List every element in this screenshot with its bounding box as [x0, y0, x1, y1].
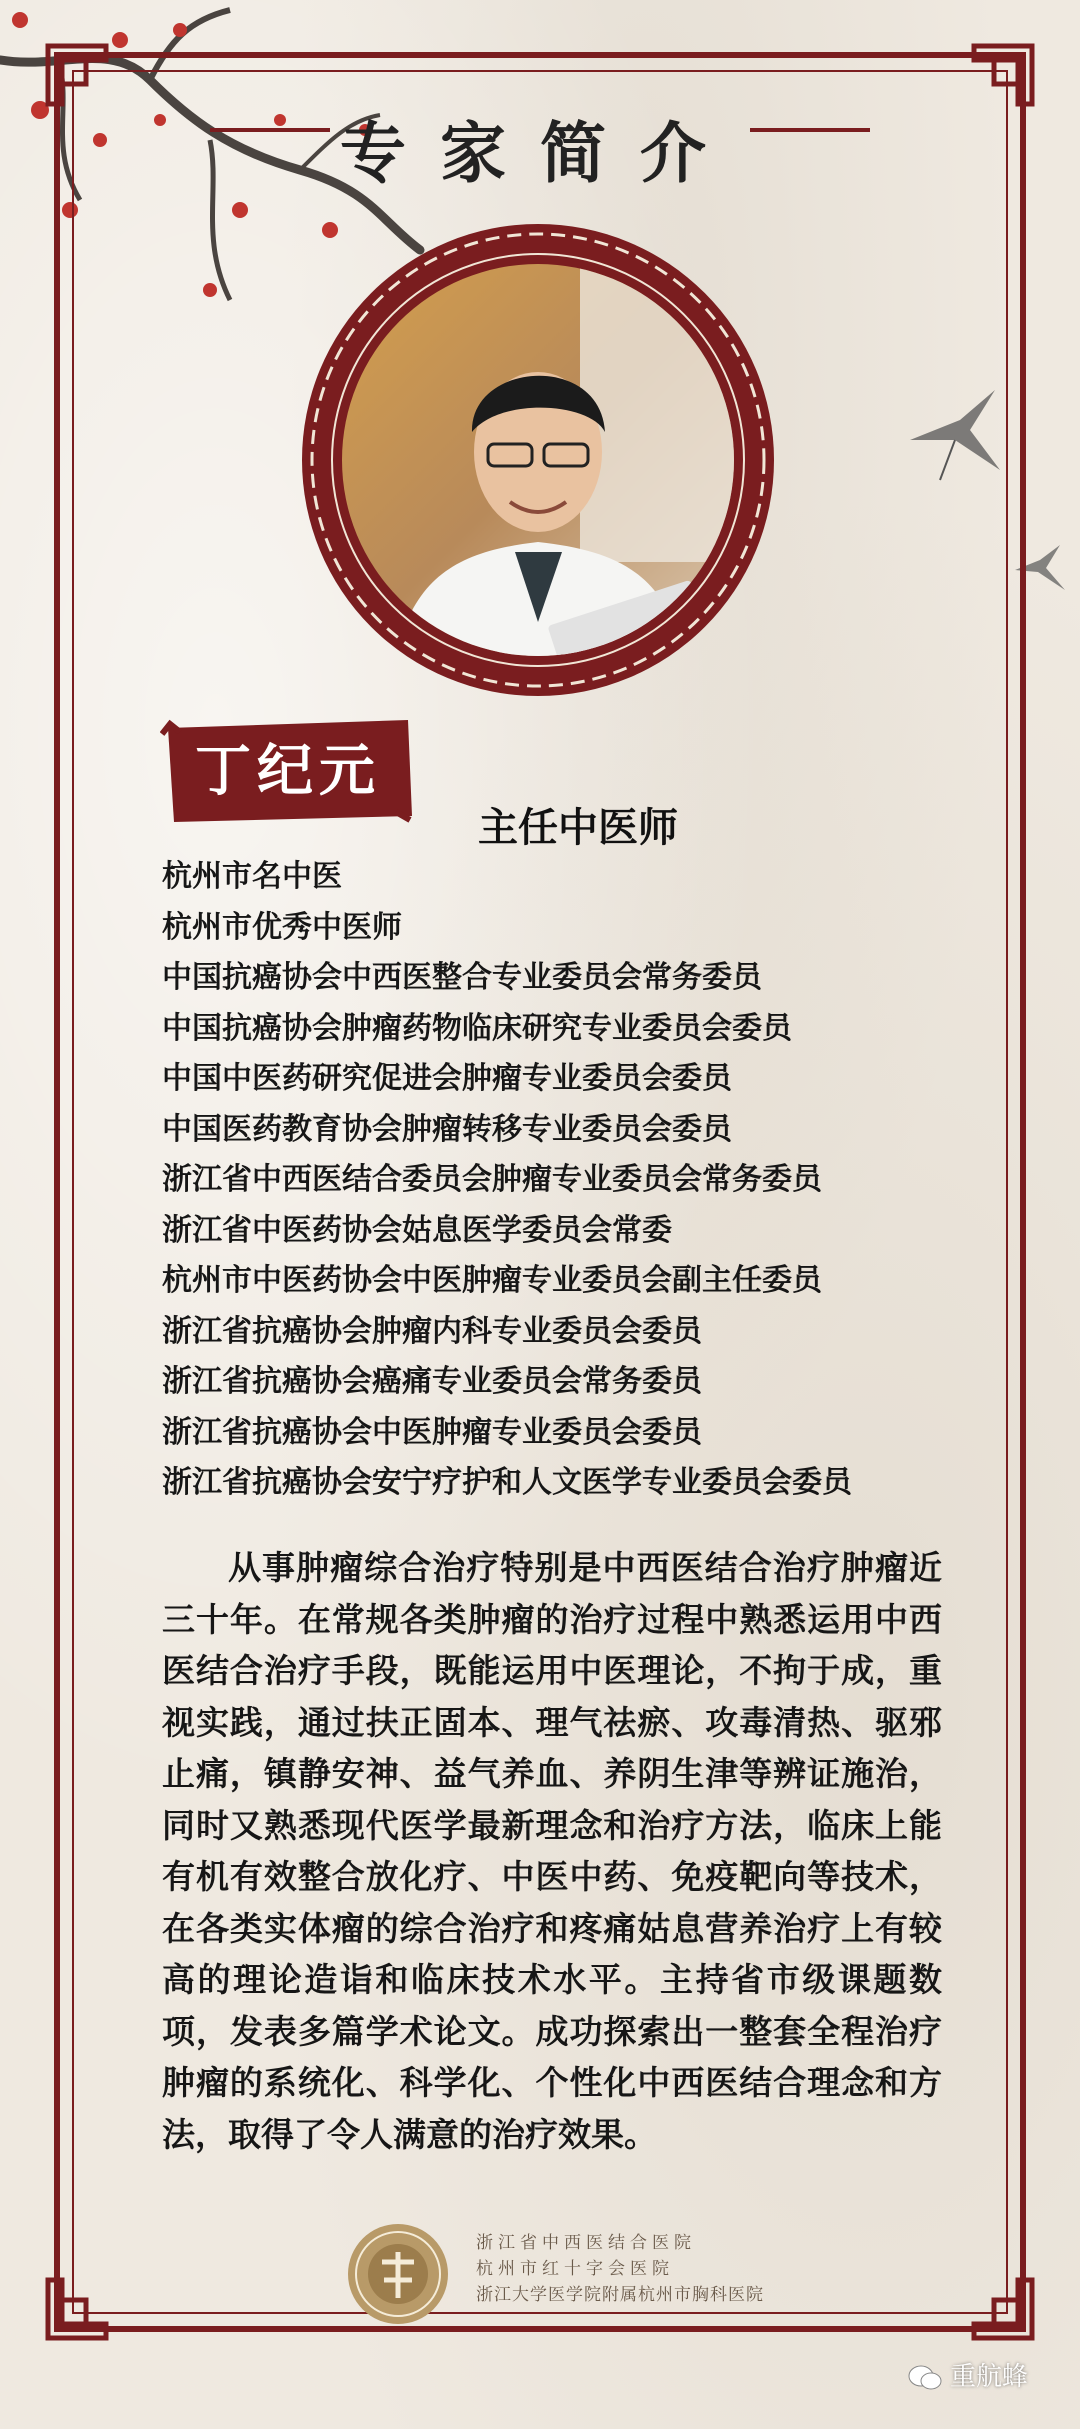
list-item: 杭州市中医药协会中医肿瘤专业委员会副主任委员: [162, 1263, 822, 1298]
list-item: 浙江省中医药协会姑息医学委员会常委: [162, 1212, 672, 1248]
expert-biography: 从事肿瘤综合治疗特别是中西医结合治疗肿瘤近三十年。在常规各类肿瘤的治疗过程中熟悉运用中西医结合治疗手段，既能运用中医理论，不拘于成，重视实践，通过扶正固本、理气祛瘀、攻毒清热、驱邪止痛，镇静安神、益气养血、养阴生津等辨证施治，同时又熟悉现代医学最新理念和治疗方法，临床上能有机有效整合放化疗、中医中药、免疫靶向等技术，在各类实体瘤的综合治疗和疼痛姑息营养治疗上有较高的理论造诣和临床技术水平。主持省市级课题数项，发表多篇学术论文。成功探索出一整套全程治疗肿瘤的系统化、科学化、个性化中西医结合理念和方法，取得了令人满意的治疗效果。: [162, 1548, 942, 2154]
list-item: 杭州市名中医: [162, 859, 342, 894]
page-title: 专家简介: [340, 114, 740, 192]
list-item: 中国抗癌协会中西医整合专业委员会常务委员: [162, 960, 762, 995]
list-item: 浙江省抗癌协会中医肿瘤专业委员会委员: [162, 1414, 702, 1450]
list-item: 浙江省抗癌协会肿瘤内科专业委员会委员: [162, 1313, 702, 1349]
list-item: 浙江省抗癌协会癌痛专业委员会常务委员: [162, 1364, 702, 1399]
hospital-logo-icon: [346, 2222, 450, 2326]
expert-name: 丁纪元: [195, 738, 381, 804]
expert-role: 主任中医师: [478, 805, 678, 851]
list-item: 浙江省中西医结合委员会肿瘤专业委员会常务委员: [162, 1162, 822, 1197]
watermark-text: 重航蜂: [949, 2362, 1028, 2392]
list-item: 中国中医药研究促进会肿瘤专业委员会委员: [162, 1061, 732, 1096]
list-item: 中国抗癌协会肿瘤药物临床研究专业委员会委员: [162, 1010, 792, 1046]
expert-portrait: [300, 222, 776, 698]
list-item: 中国医药教育协会肿瘤转移专业委员会委员: [162, 1111, 732, 1147]
watermark: [908, 2356, 1028, 2393]
hospital-names: [476, 2230, 764, 2308]
hospital-name: 浙江省中西医结合医院: [476, 2233, 696, 2253]
list-item: 浙江省抗癌协会安宁疗护和人文医学专业委员会委员: [162, 1465, 852, 1500]
corner-ornament-icon: [968, 2274, 1038, 2344]
list-item: 杭州市优秀中医师: [162, 909, 402, 945]
wechat-icon: [908, 2364, 942, 2392]
hospital-name: 杭州市红十字会医院: [476, 2259, 674, 2279]
corner-ornament-icon: [42, 2274, 112, 2344]
expert-titles-list: [162, 852, 852, 1509]
hospital-name: 浙江大学医学院附属杭州市胸科医院: [476, 2285, 764, 2305]
